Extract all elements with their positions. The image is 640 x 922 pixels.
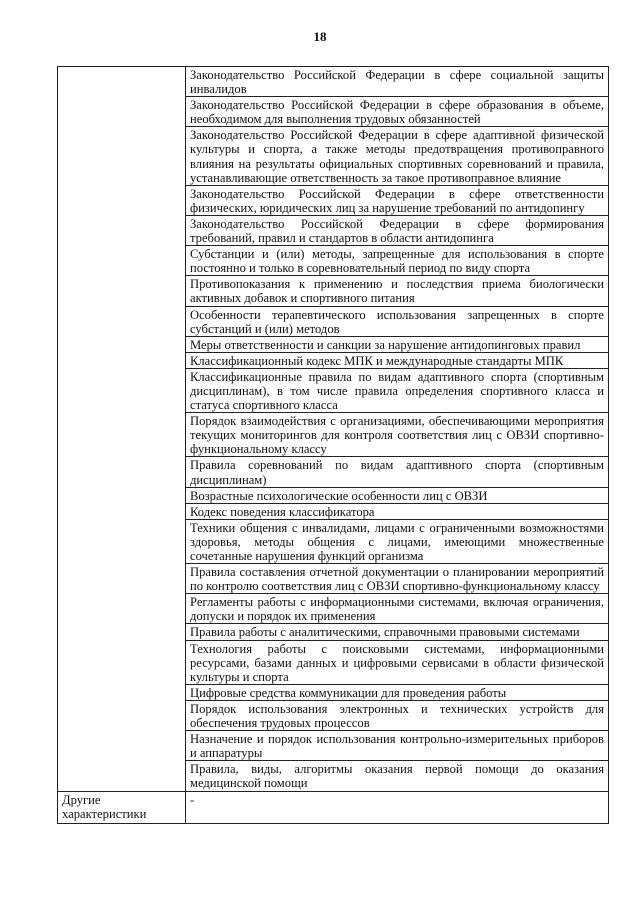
- other-characteristics-value: -: [186, 791, 609, 823]
- knowledge-item: Порядок использования электронных и технических устройств для обеспечения трудовых процессов: [186, 700, 609, 730]
- table-row: [58, 67, 609, 97]
- knowledge-item: Классификационные правила по видам адаптивного спорта (спортивным дисциплинам), в том числе правила определения спортивного класса и статуса спортивного класса: [186, 368, 609, 412]
- table-row-other: [58, 791, 609, 823]
- other-characteristics-label: Другие характеристики: [58, 791, 186, 823]
- knowledge-item: Законодательство Российской Федерации в сфере формирования требований, правил и стандартов в области антидопинга: [186, 215, 609, 245]
- knowledge-item: Правила составления отчетной документации о планировании мероприятий по контролю соответствия лиц с ОВЗИ спортивно-функциональному классу: [186, 564, 609, 594]
- requirements-table: [57, 66, 609, 824]
- knowledge-item: Назначение и порядок использования контрольно-измерительных приборов и аппаратуры: [186, 731, 609, 761]
- knowledge-item: Законодательство Российской Федерации в сфере образования в объеме, необходимом для выполнения трудовых обязанностей: [186, 97, 609, 127]
- knowledge-item: Цифровые средства коммуникации для проведения работы: [186, 684, 609, 700]
- knowledge-item: Возрастные психологические особенности лиц с ОВЗИ: [186, 487, 609, 503]
- knowledge-item: Кодекс поведения классификатора: [186, 503, 609, 519]
- knowledge-item: Порядок взаимодействия с организациями, обеспечивающими мероприятия текущих мониторингов для контроля соответствия лиц с ОВЗИ спортивно-функциональному классу: [186, 413, 609, 457]
- knowledge-item: Правила соревнований по видам адаптивного спорта (спортивным дисциплинам): [186, 457, 609, 487]
- knowledge-label-cell: [58, 67, 186, 792]
- page-number: 18: [313, 29, 327, 44]
- knowledge-item: Технология работы с поисковыми системами, информационными ресурсами, базами данных и цифровыми сервисами в области физической культуры и спорта: [186, 640, 609, 684]
- knowledge-item: Законодательство Российской Федерации в сфере ответственности физических, юридических лиц за нарушение требований по антидопингу: [186, 185, 609, 215]
- knowledge-item: Законодательство Российской Федерации в сфере адаптивной физической культуры и спорта, а также методы предотвращения противоправного влияния на результаты официальных спортивных соревнований и правила, устанавливающие ответственность за такое противоправное влияние: [186, 127, 609, 185]
- knowledge-item: Правила работы с аналитическими, справочными правовыми системами: [186, 624, 609, 640]
- knowledge-item: Законодательство Российской Федерации в сфере социальной защиты инвалидов: [186, 67, 609, 97]
- knowledge-item: Субстанции и (или) методы, запрещенные для использования в спорте постоянно и только в соревновательный период по виду спорта: [186, 246, 609, 276]
- knowledge-item: Особенности терапевтического использования запрещенных в спорте субстанций и (или) методов: [186, 306, 609, 336]
- knowledge-item: Противопоказания к применению и последствия приема биологически активных добавок и спортивного питания: [186, 276, 609, 306]
- knowledge-item: Техники общения с инвалидами, лицами с ограниченными возможностями здоровья, методы общения с лицами, имеющими множественные сочетанные нарушения функций организма: [186, 519, 609, 563]
- knowledge-item: Классификационный кодекс МПК и международные стандарты МПК: [186, 352, 609, 368]
- knowledge-item: Правила, виды, алгоритмы оказания первой помощи до оказания медицинской помощи: [186, 761, 609, 791]
- knowledge-item: Регламенты работы с информационными системами, включая ограничения, допуски и порядок их применения: [186, 594, 609, 624]
- knowledge-item: Меры ответственности и санкции за нарушение антидопинговых правил: [186, 336, 609, 352]
